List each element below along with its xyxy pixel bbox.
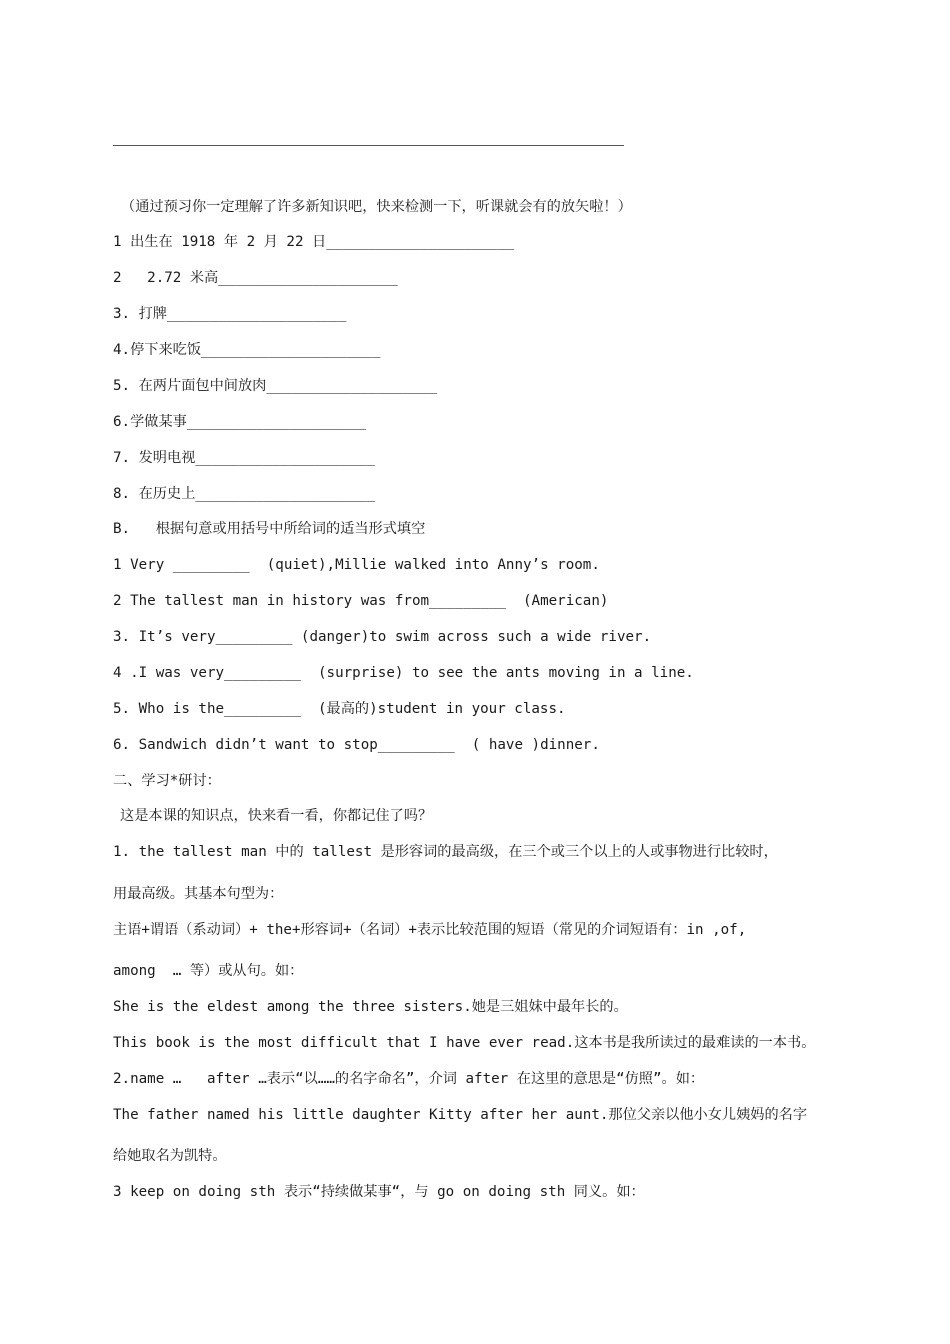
text-line: The father named his little daughter Kitty after her aunt.那位父亲以他小女儿姨妈的名字 — [113, 1107, 808, 1123]
text-line: 3 keep on doing sth 表示“持续做某事“，与 go on doing sth 同义。如： — [113, 1184, 645, 1200]
text-line: 1 出生在 1918 年 2 月 22 日______________________ — [113, 234, 515, 250]
text-line: B. 根据句意或用括号中所给词的适当形式填空 — [113, 521, 426, 537]
text-line: 8. 在历史上_____________________ — [113, 486, 375, 502]
text-line: 3. 打牌_____________________ — [113, 306, 347, 322]
text-line: 2 The tallest man in history was from_________ (American) — [113, 593, 609, 609]
header-rule — [113, 145, 624, 146]
text-line: 用最高级。其基本句型为： — [113, 886, 284, 902]
text-line: 7. 发明电视_____________________ — [113, 450, 375, 466]
text-line: 给她取名为凯特。 — [113, 1148, 227, 1164]
text-line: 4 .I was very_________ (surprise) to see the ants moving in a line. — [113, 665, 694, 681]
text-line: among … 等）或从句。如： — [113, 963, 304, 979]
text-line: 这是本课的知识点，快来看一看，你都记住了吗？ — [120, 808, 433, 824]
text-line: 4.停下来吃饭_____________________ — [113, 342, 381, 358]
text-line: 5. 在两片面包中间放肉____________________ — [113, 378, 438, 394]
text-line: 6.学做某事_____________________ — [113, 414, 367, 430]
text-line: She is the eldest among the three sisters.她是三姐妹中最年长的。 — [113, 999, 628, 1015]
text-line: 二、学习*研讨： — [113, 773, 221, 789]
text-line: 1. the tallest man 中的 tallest 是形容词的最高级，在三个或三个以上的人或事物进行比较时， — [113, 844, 778, 860]
text-line: 6. Sandwich didn’t want to stop_________ ( have )dinner. — [113, 737, 600, 753]
text-line: 3. It’s very_________ (danger)to swim across such a wide river. — [113, 629, 652, 645]
text-line: 1 Very _________ (quiet),Millie walked into Anny’s room. — [113, 557, 600, 573]
text-line: This book is the most difficult that I have ever read.这本书是我所读过的最难读的一本书。 — [113, 1035, 816, 1051]
text-line: 主语+谓语（系动词）+ the+形容词+（名词）+表示比较范围的短语（常见的介词短语有：in ,of, — [113, 922, 747, 938]
text-line: 2 2.72 米高_____________________ — [113, 270, 398, 286]
text-line: 2.name … after …表示“以……的名字命名”，介词 after 在这里的意思是“仿照”。如： — [113, 1071, 705, 1087]
text-line: 5. Who is the_________ (最高的)student in your class. — [113, 701, 566, 717]
text-line: （通过预习你一定理解了许多新知识吧，快来检测一下，听课就会有的放矢啦！） — [121, 199, 632, 215]
